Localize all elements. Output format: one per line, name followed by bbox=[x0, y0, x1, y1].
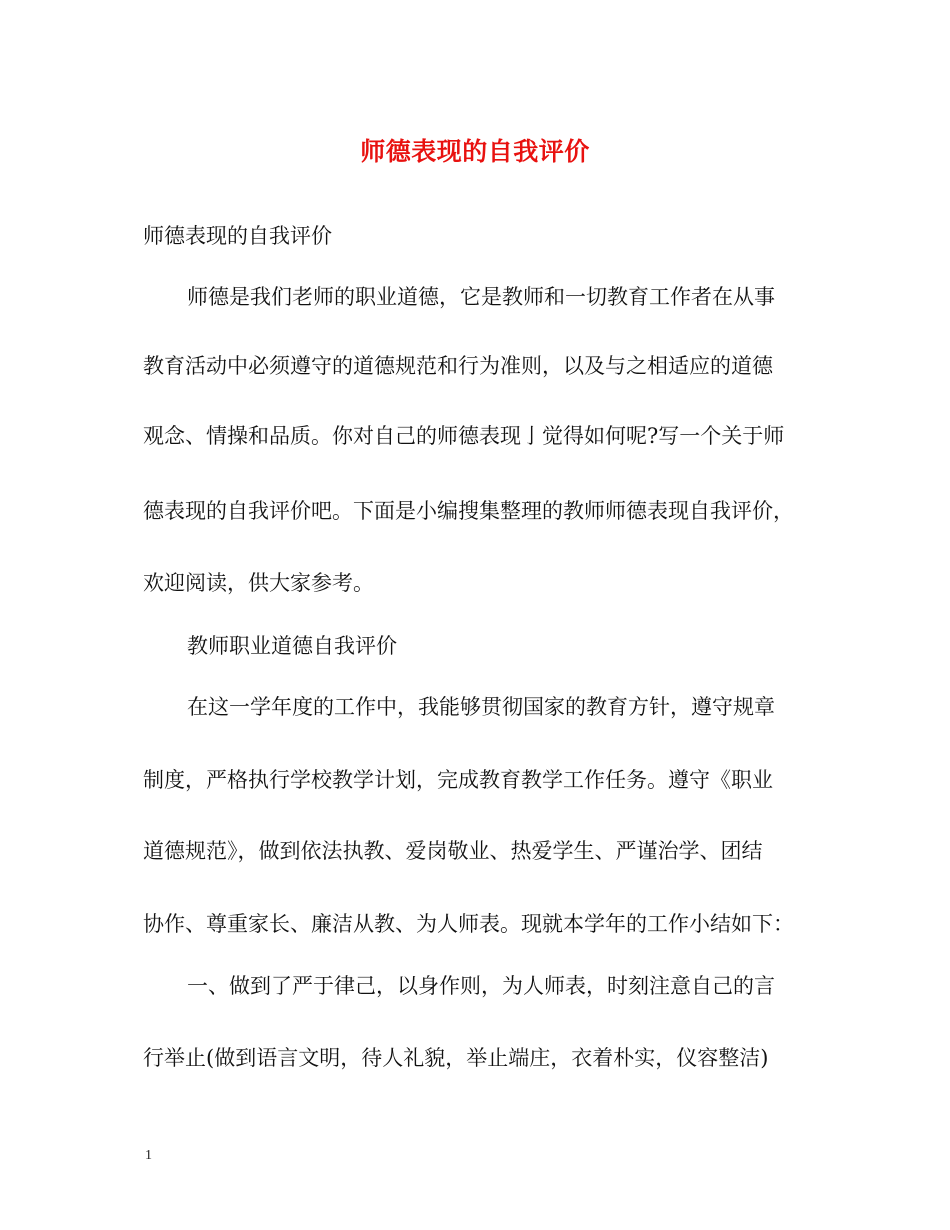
page-number: 1 bbox=[145, 1148, 152, 1163]
paragraph-line: 在这一学年度的工作中，我能够贯彻国家的教育方针，遵守规章 bbox=[187, 695, 775, 719]
paragraph-line: 协作、尊重家长、廉洁从教、为人师表。现就本学年的工作小结如下： bbox=[143, 912, 794, 936]
paragraph-line: 欢迎阅读，供大家参考。 bbox=[143, 571, 374, 595]
paragraph-line: 制度，严格执行学校教学计划，完成教育教学工作任务。遵守《职业 bbox=[143, 768, 773, 792]
paragraph-line: 一、做到了严于律己，以身作则，为人师表，时刻注意自己的言 bbox=[187, 974, 775, 998]
paragraph-line: 教育活动中必须遵守的道德规范和行为准则，以及与之相适应的道德 bbox=[143, 354, 773, 378]
paragraph-line: 道德规范》，做到依法执教、爱岗敬业、热爱学生、严谨治学、团结 bbox=[143, 839, 763, 863]
paragraph-line: 师德是我们老师的职业道德，它是教师和一切教育工作者在从事 bbox=[187, 285, 775, 309]
paragraph-line: 德表现的自我评价吧。下面是小编搜集整理的教师师德表现自我评价， bbox=[143, 499, 794, 523]
document-title: 师德表现的自我评价 bbox=[360, 137, 590, 166]
subtitle-line: 师德表现的自我评价 bbox=[143, 224, 332, 248]
section-heading: 教师职业道德自我评价 bbox=[187, 634, 397, 658]
paragraph-line: 观念、情操和品质。你对自己的师德表现亅觉得如何呢?写一个关于师 bbox=[143, 424, 785, 448]
paragraph-line: 行举止(做到语言文明，待人礼貌，举止端庄，衣着朴实，仪容整洁) bbox=[143, 1046, 769, 1070]
